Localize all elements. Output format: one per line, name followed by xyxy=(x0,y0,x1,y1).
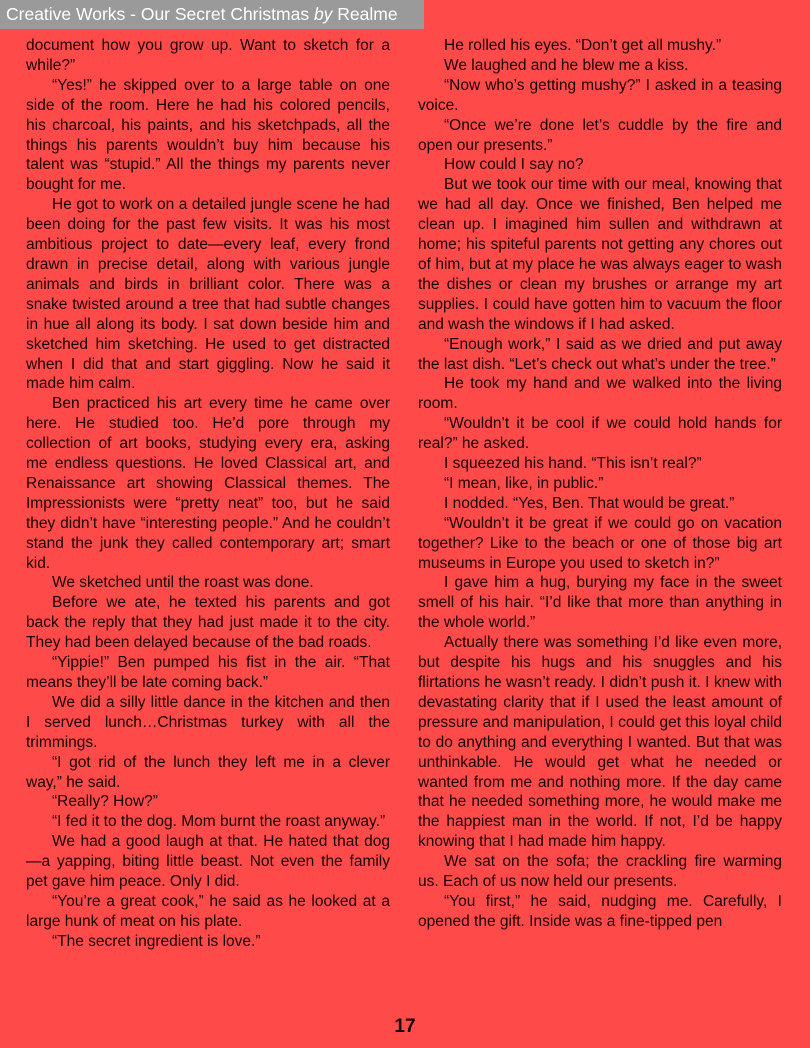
header-title-part1: Creative Works - Our Secret Christmas xyxy=(6,4,314,24)
paragraph: “I got rid of the lunch they left me in a clever way,” he said. xyxy=(26,753,390,791)
paragraph: How could I say no? xyxy=(444,156,584,174)
paragraph: document how you grow up. Want to sketch for a while?” xyxy=(26,37,390,74)
paragraph: “You’re a great cook,” he said as he looked at a large hunk of meat on his plate. xyxy=(26,892,390,930)
page-number: 17 xyxy=(394,1016,416,1037)
paragraph: “Yes!” he skipped over to a large table on one side of the room. Here he had his colored pencils, his charcoal, his paints, and his sketchpads, all the things his parents wouldn’t buy him because his talent was “stupid.” All the things my parents never bought for me. xyxy=(26,76,390,194)
paragraph: He took my hand and we walked into the living room. xyxy=(418,375,782,413)
paragraph: I nodded. “Yes, Ben. That would be great.” xyxy=(444,494,735,512)
paragraph: “Now who’s getting mushy?” I asked in a teasing voice. xyxy=(418,76,782,114)
paragraph: We had a good laugh at that. He hated that dog—a yapping, biting little beast. Not even the family pet gave him peace. Only I did. xyxy=(26,833,390,891)
paragraph: “Really? How?” xyxy=(52,793,158,811)
header-title-part2: Realme xyxy=(332,4,398,24)
left-column xyxy=(26,36,390,952)
paragraph: We sketched until the roast was done. xyxy=(52,574,314,592)
paragraph: Ben practiced his art every time he came over here. He studied too. He’d pore through my collection of art books, studying every era, asking me endless questions. He loved Classical art, and Renaissance art showing Classical themes. The Impressionists were “pretty neat” too, but he said they didn’t have “interesting people.” And he couldn’t stand the junk they called contemporary art; smart kid. xyxy=(26,395,390,572)
page-header xyxy=(0,0,424,29)
paragraph: We sat on the sofa; the crackling fire warming us. Each of us now held our presents. xyxy=(418,853,782,891)
paragraph: “Enough work,” I said as we dried and put away the last dish. “Let’s check out what’s under the tree.” xyxy=(418,335,782,373)
paragraph: Before we ate, he texted his parents and got back the reply that they had just made it to the city. They had been delayed because of the bad roads. xyxy=(26,594,390,652)
right-column xyxy=(418,36,782,932)
paragraph: “Wouldn’t it be great if we could go on vacation together? Like to the beach or one of those big art museums in Europe you used to sketch in?” xyxy=(418,514,782,572)
paragraph: He got to work on a detailed jungle scene he had been doing for the past few visits. It was his most ambitious project to date—every leaf, every frond drawn in precise detail, along with various jungle animals and birds in brilliant color. There was a snake twisted around a tree that had subtle changes in hue all along its body. I sat down beside him and sketched him sketching. He used to get distracted when I did that and start giggling. Now he said it made him calm. xyxy=(26,196,390,393)
paragraph: Actually there was something I’d like even more, but despite his hugs and his snuggles and his flirtations he wasn’t ready. I didn’t push it. I knew with devastating clarity that if I used the least amount of pressure and manipulation, I could get this loyal child to do anything and everything I wanted. But that was unthinkable. He would get what he needed or wanted from me and nothing more. If the day came that he needed something more, he would make me the happiest man in the world. If not, I’d be happy knowing that I had made him happy. xyxy=(418,634,782,851)
paragraph: “You first,” he said, nudging me. Carefully, I opened the gift. Inside was a fine-tipped pen xyxy=(418,892,782,930)
paragraph: He rolled his eyes. “Don’t get all mushy.” xyxy=(444,37,722,54)
paragraph: We laughed and he blew me a kiss. xyxy=(444,56,689,74)
paragraph: “Yippie!” Ben pumped his fist in the air. “That means they’ll be late coming back.” xyxy=(26,654,390,691)
header-title-by: by xyxy=(313,4,333,24)
paragraph: “Wouldn’t it be cool if we could hold hands for real?” he asked. xyxy=(418,415,782,453)
paragraph: “Once we’re done let’s cuddle by the fire and open our presents.” xyxy=(418,116,782,154)
paragraph: I squeezed his hand. “This isn’t real?” xyxy=(444,455,702,473)
paragraph: But we took our time with our meal, knowing that we had all day. Once we finished, Ben helped me clean up. I imagined him sullen and withdrawn at home; his spiteful parents not getting any chores out of him, but at my place he was always eager to wash the dishes or clean my brushes or arrange my art supplies. I could have gotten him to vacuum the floor and wash the windows if I had asked. xyxy=(418,176,782,333)
paragraph: “The secret ingredient is love.” xyxy=(52,932,261,950)
paragraph: “I mean, like, in public.” xyxy=(444,474,604,492)
paragraph: “I fed it to the dog. Mom burnt the roast anyway.” xyxy=(52,813,386,831)
paragraph: I gave him a hug, burying my face in the sweet smell of his hair. “I’d like that more than anything in the whole world.” xyxy=(418,574,782,632)
paragraph: We did a silly little dance in the kitchen and then I served lunch…Christmas turkey with all the trimmings. xyxy=(26,693,390,751)
